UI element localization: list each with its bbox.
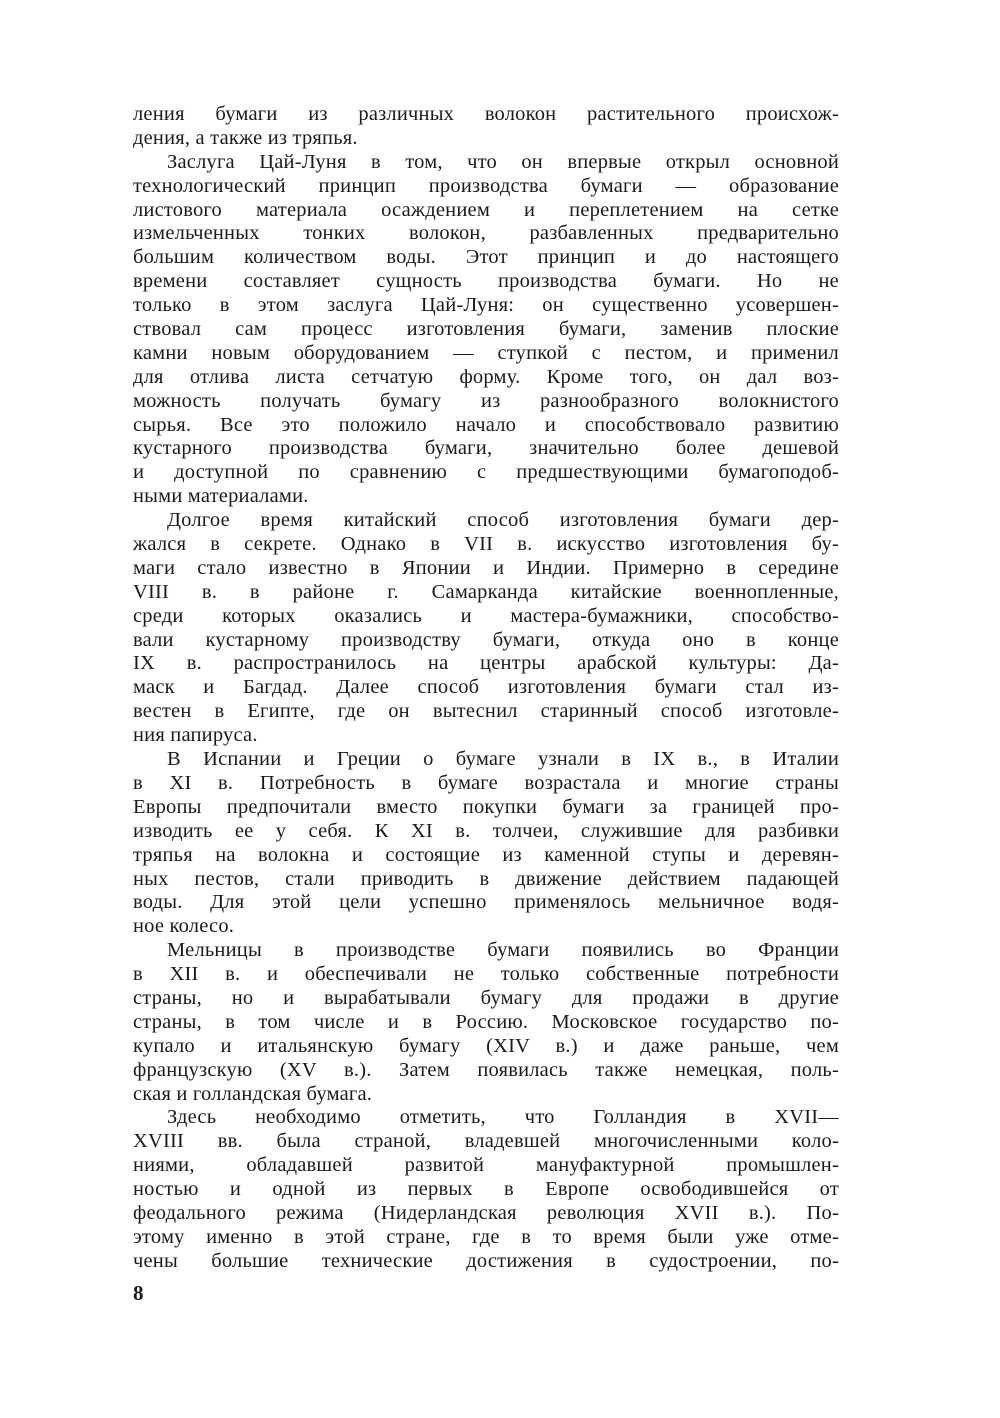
text-line: вестен в Египте, где он вытеснил старинный способ изготовле- xyxy=(133,700,839,723)
text-line: среди которых оказались и мастера-бумажники, способство- xyxy=(133,604,839,627)
text-line: вали кустарному производству бумаги, откуда оно в конце xyxy=(133,628,839,651)
page-text xyxy=(133,103,839,1274)
text-line: Долгое время китайский способ изготовления бумаги дер- xyxy=(167,509,839,532)
text-line: сырья. Все это положило начало и способствовало развитию xyxy=(133,413,839,436)
paragraph xyxy=(133,103,839,151)
text-line: воды. Для этой цели успешно применялось мельничное водя- xyxy=(133,891,839,914)
text-line: маск и Багдад. Далее способ изготовления бумаги стал из- xyxy=(133,676,839,699)
text-line: ностью и одной из первых в Европе освободившейся от xyxy=(133,1178,839,1201)
text-line: кустарного производства бумаги, значительно более дешевой xyxy=(133,437,839,460)
text-line: Здесь необходимо отметить, что Голландия в XVII— xyxy=(167,1106,839,1129)
text-line: в XII в. и обеспечивали не только собственные потребности xyxy=(133,963,839,986)
text-line: технологический принцип производства бумаги — образование xyxy=(133,174,839,197)
text-line: этому именно в этой стране, где в то время были уже отме- xyxy=(133,1225,839,1248)
text-line: камни новым оборудованием — ступкой с пестом, и применил xyxy=(133,341,839,364)
text-line: жался в секрете. Однако в VII в. искусство изготовления бу- xyxy=(133,533,839,556)
text-line: ния папируса. xyxy=(133,724,258,747)
text-line: листового материала осаждением и переплетением на сетке xyxy=(133,198,839,221)
text-line: ниями, обладавшей развитой мануфактурной промышлен- xyxy=(133,1154,839,1177)
text-line: IX в. распространилось на центры арабской культуры: Да- xyxy=(133,652,839,675)
text-line: изводить ее у себя. К XI в. толчеи, служившие для разбивки xyxy=(133,819,839,842)
text-line: для отлива листа сетчатую форму. Кроме того, он дал воз- xyxy=(133,365,839,388)
text-line: маги стало известно в Японии и Индии. Примерно в середине xyxy=(133,556,839,579)
text-line: тряпья на волокна и состоящие из каменной ступы и деревян- xyxy=(133,843,839,866)
text-line: можность получать бумагу из разнообразного волокнистого xyxy=(133,389,839,412)
text-line: страны, но и вырабатывали бумагу для продажи в другие xyxy=(133,986,839,1009)
text-line: феодального режима (Нидерландская революция XVII в.). По- xyxy=(133,1201,839,1224)
text-line: купало и итальянскую бумагу (XIV в.) и даже раньше, чем xyxy=(133,1034,839,1057)
text-line: ская и голландская бумага. xyxy=(133,1082,373,1105)
text-line: Мельницы в производстве бумаги появились во Франции xyxy=(167,939,839,962)
text-line: времени составляет сущность производства бумаги. Но не xyxy=(133,270,839,293)
text-line: ствовал сам процесс изготовления бумаги, заменив плоские xyxy=(133,318,839,341)
text-line: страны, в том числе и в Россию. Московское государство по- xyxy=(133,1010,839,1033)
page-number: 8 xyxy=(133,1281,144,1305)
paragraph xyxy=(133,939,839,1106)
text-line: и доступной по сравнению с предшествующими бумагоподоб- xyxy=(133,461,839,484)
text-line: XVIII вв. была страной, владевшей многочисленными коло- xyxy=(133,1130,839,1153)
paragraph xyxy=(133,1106,839,1273)
text-line: ления бумаги из различных волокон растительного происхож- xyxy=(133,103,839,125)
text-line: ное колесо. xyxy=(133,915,235,938)
text-line: измельченных тонких волокон, разбавленных предварительно xyxy=(133,222,839,245)
text-line: в XI в. Потребность в бумаге возрастала и многие страны xyxy=(133,771,839,794)
text-line: Европы предпочитали вместо покупки бумаги за границей про- xyxy=(133,795,839,818)
text-line: французскую (XV в.). Затем появилась также немецкая, поль- xyxy=(133,1058,839,1081)
paragraph xyxy=(133,509,839,748)
paragraph xyxy=(133,748,839,939)
text-line: ных пестов, стали приводить в движение действием падающей xyxy=(133,867,839,890)
text-line: большим количеством воды. Этот принцип и до настоящего xyxy=(133,246,839,269)
text-line: В Испании и Греции о бумаге узнали в IX в., в Италии xyxy=(167,748,839,771)
text-line: Заслуга Цай-Луня в том, что он впервые открыл основной xyxy=(167,150,839,173)
paragraph xyxy=(133,151,839,509)
text-line: дения, а также из тряпья. xyxy=(133,126,358,149)
text-line: только в этом заслуга Цай-Луня: он существенно усовершен- xyxy=(133,294,839,317)
text-line: ными материалами. xyxy=(133,485,309,508)
text-line: VIII в. в районе г. Самарканда китайские военнопленные, xyxy=(133,580,839,603)
text-line: чены большие технические достижения в судостроении, по- xyxy=(133,1249,839,1272)
